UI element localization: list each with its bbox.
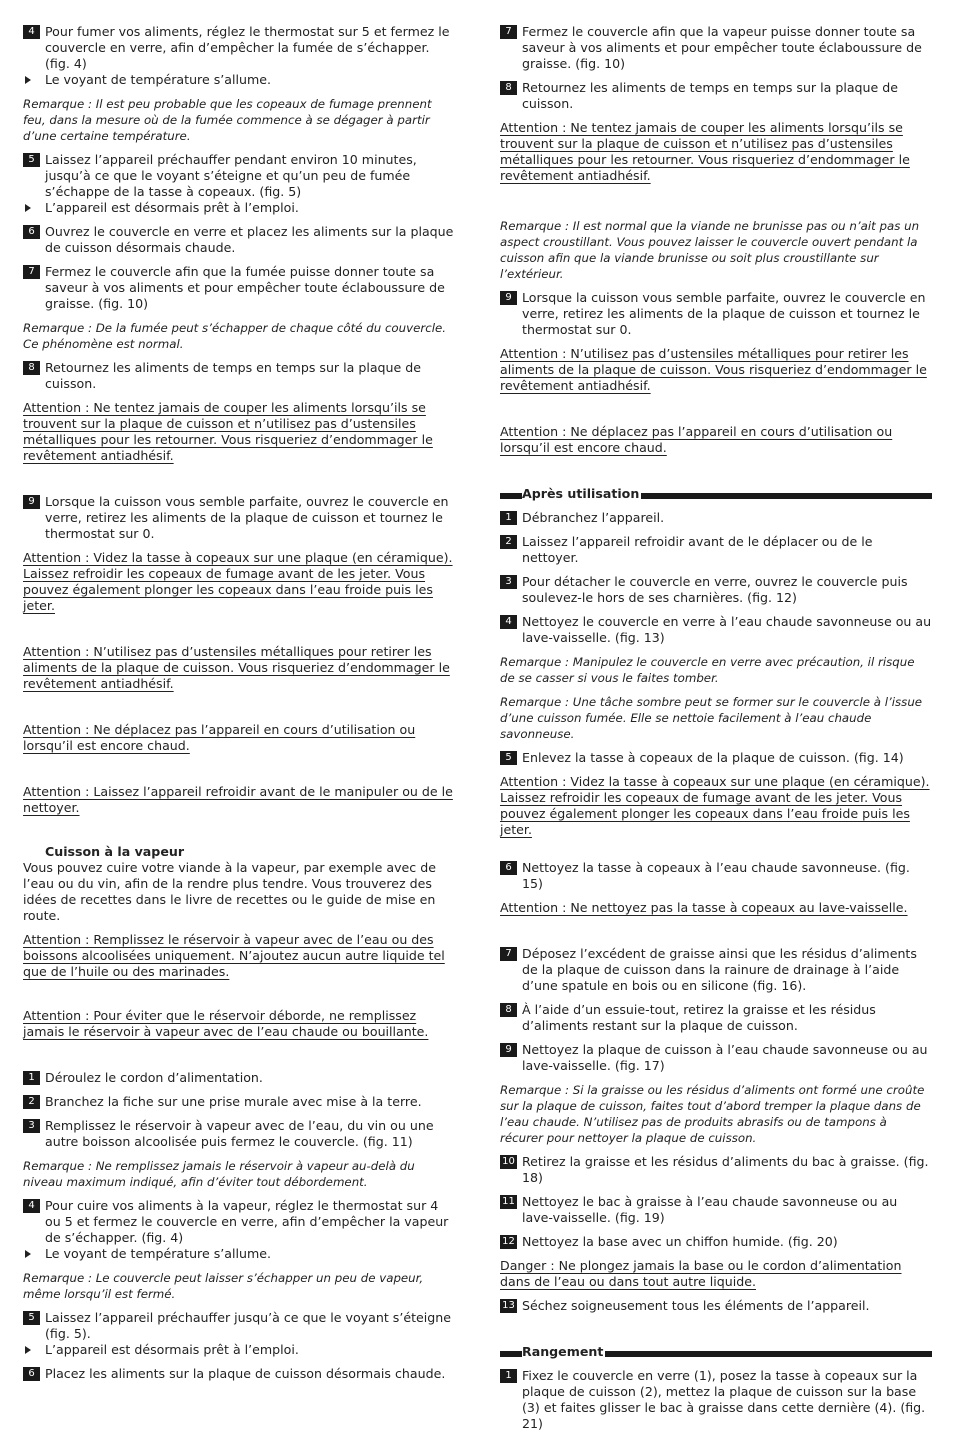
warning-notice: Danger : Ne plongez jamais la base ou le cordon d’alimentation dans de l’eau ou dans tout autre liquide.: [500, 1258, 902, 1289]
step-text: Retournez les aliments de temps en temps sur la plaque de cuisson.: [45, 360, 422, 391]
remark-note: Remarque : Ne remplissez jamais le réservoir à vapeur au-delà du niveau maximum indiqué, afin d’éviter tout débordement.: [23, 1159, 415, 1189]
step-item: [500, 1194, 932, 1226]
triangle-bullet-icon: [25, 76, 31, 84]
warning-notice: Attention : Videz la tasse à copeaux sur une plaque (en céramique). Laissez refroidir les copeaux de fumage avant de les jeter. Vous pouvez également plonger les copeaux dans l’eau froide puis les jeter.: [500, 774, 930, 837]
step-item: [500, 24, 932, 72]
step-text: À l’aide d’un essuie-tout, retirez la graisse et les résidus d’aliments restant sur la plaque de cuisson.: [522, 1002, 876, 1033]
bullet-text: L’appareil est désormais prêt à l’emploi.: [45, 200, 299, 215]
step-item: [500, 860, 932, 892]
result-bullet: [23, 1342, 455, 1358]
step-number: 7: [500, 947, 517, 961]
step-item: [500, 534, 932, 566]
step-number: 9: [23, 495, 40, 509]
section-title: Après utilisation: [522, 486, 640, 501]
step-text: Placez les aliments sur la plaque de cuisson désormais chaude.: [45, 1366, 446, 1381]
warning-notice: Attention : Remplissez le réservoir à vapeur avec de l’eau ou des boissons alcoolisées uniquement. N’ajoutez aucun autre liquide tel que de l’huile ou des marinades.: [23, 932, 445, 979]
step-number: 4: [23, 1199, 40, 1213]
step-item: [500, 1042, 932, 1074]
step-text: Déposez l’excédent de graisse ainsi que les résidus d’aliments de la plaque de cuisson dans la rainure de drainage à l’aide d’une spatule en bois ou en silicone (fig. 16).: [522, 946, 917, 993]
step-item: [500, 1002, 932, 1034]
step-item: [23, 1118, 455, 1150]
remark-note: Remarque : Il est peu probable que les copeaux de fumage prennent feu, dans la mesure où de la fumée commence à se dégager à partir d’une certaine température.: [23, 97, 432, 143]
step-number: 1: [500, 1369, 517, 1383]
step-number: 5: [500, 751, 517, 765]
step-item: [500, 290, 932, 338]
step-number: 4: [500, 615, 517, 629]
warning-notice: Attention : Pour éviter que le réservoir déborde, ne remplissez jamais le réservoir à vapeur avec de l’eau chaude ou bouillante.: [23, 1008, 429, 1039]
bullet-text: Le voyant de température s’allume.: [45, 1246, 271, 1261]
step-item: [500, 80, 932, 112]
step-number: 9: [500, 1043, 517, 1057]
step-number: 1: [23, 1071, 40, 1085]
step-number: 4: [23, 25, 40, 39]
step-text: Nettoyez la base avec un chiffon humide. (fig. 20): [522, 1234, 838, 1249]
step-number: 6: [23, 225, 40, 239]
step-number: 2: [500, 535, 517, 549]
step-text: Nettoyez la tasse à copeaux à l’eau chaude savonneuse. (fig. 15): [522, 860, 910, 891]
body-paragraph: Vous pouvez cuire votre viande à la vapeur, par exemple avec de l’eau ou du vin, afin de la rendre plus tendre. Vous trouverez des idées de recettes dans le livre de recettes ou le guide de mise en route.: [23, 860, 436, 923]
triangle-bullet-icon: [25, 1250, 31, 1258]
step-number: 10: [500, 1155, 517, 1169]
step-item: [500, 1234, 932, 1250]
warning-notice: Attention : Ne nettoyez pas la tasse à copeaux au lave-vaisselle.: [500, 900, 908, 915]
step-text: Retirez la graisse et les résidus d’aliments du bac à graisse. (fig. 18): [522, 1154, 929, 1185]
step-number: 8: [23, 361, 40, 375]
step-item: [23, 1070, 455, 1086]
step-text: Retournez les aliments de temps en temps sur la plaque de cuisson.: [522, 80, 899, 111]
step-text: Fixez le couvercle en verre (1), posez la tasse à copeaux sur la plaque de cuisson (2), mettez la plaque de cuisson sur la base (3) et faites glisser le bac à graisse dans cette dernière (4). (fig. 21): [522, 1368, 926, 1431]
warning-notice: Attention : Laissez l’appareil refroidir avant de le manipuler ou de le nettoyer.: [23, 784, 453, 815]
step-item: [23, 24, 455, 72]
step-item: [23, 1310, 455, 1342]
step-text: Fermez le couvercle afin que la vapeur puisse donner toute sa saveur à vos aliments et pour empêcher toute éclaboussure de graisse. (fig. 10): [522, 24, 922, 71]
step-text: Remplissez le réservoir à vapeur avec de l’eau, du vin ou une autre boisson alcoolisée puis fermez le couvercle. (fig. 11): [45, 1118, 434, 1149]
result-bullet: [23, 1246, 455, 1262]
step-item: [23, 152, 455, 200]
triangle-bullet-icon: [25, 1346, 31, 1354]
step-item: [500, 510, 932, 526]
step-item: [23, 1366, 455, 1382]
step-item: [23, 224, 455, 256]
step-text: Lorsque la cuisson vous semble parfaite, ouvrez le couvercle en verre, retirez les aliments de la plaque de cuisson et tournez le thermostat sur 0.: [522, 290, 926, 337]
step-text: Ouvrez le couvercle en verre et placez les aliments sur la plaque de cuisson désormais chaude.: [45, 224, 454, 255]
step-number: 13: [500, 1299, 517, 1313]
step-number: 8: [500, 81, 517, 95]
step-item: [23, 494, 455, 542]
remark-note: Remarque : Une tâche sombre peut se former sur le couvercle à l’issue d’une cuisson fumée. Elle se nettoie facilement à l’eau chaude savonneuse.: [500, 695, 923, 741]
step-text: Pour fumer vos aliments, réglez le thermostat sur 5 et fermez le couvercle en verre, afin d’empêcher la fumée de s’échapper. (fig. 4): [45, 24, 450, 71]
step-text: Laissez l’appareil préchauffer pendant environ 10 minutes, jusqu’à ce que le voyant s’éteigne et qu’un peu de fumée s’échappe de la tasse à copeaux. (fig. 5): [45, 152, 417, 199]
step-text: Séchez soigneusement tous les éléments de l’appareil.: [522, 1298, 870, 1313]
step-text: Lorsque la cuisson vous semble parfaite, ouvrez le couvercle en verre, retirez les aliments de la plaque de cuisson et tournez le thermostat sur 0.: [45, 494, 449, 541]
step-text: Débranchez l’appareil.: [522, 510, 665, 525]
warning-notice: Attention : N’utilisez pas d’ustensiles métalliques pour retirer les aliments de la plaque de cuisson. Vous risqueriez d’endommager le revêtement antiadhésif.: [23, 644, 450, 691]
step-item: [500, 614, 932, 646]
step-item: [23, 1198, 455, 1246]
remark-note: Remarque : De la fumée peut s’échapper de chaque côté du couvercle. Ce phénomène est normal.: [23, 321, 446, 351]
step-text: Nettoyez le couvercle en verre à l’eau chaude savonneuse ou au lave-vaisselle. (fig. 13): [522, 614, 932, 645]
step-text: Laissez l’appareil refroidir avant de le déplacer ou de le nettoyer.: [522, 534, 873, 565]
warning-notice: Attention : Ne déplacez pas l’appareil en cours d’utilisation ou lorsqu’il est encore chaud.: [23, 722, 416, 753]
step-item: [500, 750, 932, 766]
step-item: [500, 1154, 932, 1186]
step-text: Déroulez le cordon d’alimentation.: [45, 1070, 263, 1085]
warning-notice: Attention : Ne tentez jamais de couper les aliments lorsqu’ils se trouvent sur la plaque de cuisson et n’utilisez pas d’ustensiles métalliques pour les retourner. Vous risqueriez d’endommager le revêtement antiadhésif.: [500, 120, 910, 183]
step-item: [500, 1298, 932, 1314]
step-number: 5: [23, 153, 40, 167]
step-number: 9: [500, 291, 517, 305]
warning-notice: Attention : Videz la tasse à copeaux sur une plaque (en céramique). Laissez refroidir les copeaux de fumage avant de les jeter. Vous pouvez également plonger les copeaux dans l’eau froide puis les jeter.: [23, 550, 453, 613]
triangle-bullet-icon: [25, 204, 31, 212]
warning-notice: Attention : Ne déplacez pas l’appareil en cours d’utilisation ou lorsqu’il est encore chaud.: [500, 424, 893, 455]
remark-note: Remarque : Manipulez le couvercle en verre avec précaution, il risque de se casser si vous le faites tomber.: [500, 655, 915, 685]
step-item: [500, 946, 932, 994]
section-heading: [500, 1344, 932, 1360]
step-number: 5: [23, 1311, 40, 1325]
step-text: Nettoyez le bac à graisse à l’eau chaude savonneuse ou au lave-vaisselle. (fig. 19): [522, 1194, 898, 1225]
bullet-text: Le voyant de température s’allume.: [45, 72, 271, 87]
step-number: 11: [500, 1195, 517, 1209]
step-number: 7: [23, 265, 40, 279]
remark-note: Remarque : Il est normal que la viande ne brunisse pas ou n’ait pas un aspect croustillant. Vous pouvez laisser le couvercle ouvert pendant la cuisson afin que la viande brunisse ou soit plus croustillante sur l’extérieur.: [500, 219, 920, 281]
step-number: 3: [500, 575, 517, 589]
step-item: [23, 1094, 455, 1110]
right-column: [500, 24, 932, 1440]
step-number: 6: [23, 1367, 40, 1381]
step-item: [500, 1368, 932, 1432]
step-item: [500, 574, 932, 606]
step-text: Laissez l’appareil préchauffer jusqu’à ce que le voyant s’éteigne (fig. 5).: [45, 1310, 452, 1341]
left-column: [23, 24, 455, 1390]
step-item: [23, 360, 455, 392]
subsection-title: Cuisson à la vapeur: [45, 844, 185, 859]
step-number: 8: [500, 1003, 517, 1017]
remark-note: Remarque : Le couvercle peut laisser s’échapper un peu de vapeur, même lorsqu’il est fermé.: [23, 1271, 424, 1301]
warning-notice: Attention : Ne tentez jamais de couper les aliments lorsqu’ils se trouvent sur la plaque de cuisson et n’utilisez pas d’ustensiles métalliques pour les retourner. Vous risqueriez d’endommager le revêtement antiadhésif.: [23, 400, 433, 463]
step-number: 6: [500, 861, 517, 875]
step-text: Enlevez la tasse à copeaux de la plaque de cuisson. (fig. 14): [522, 750, 904, 765]
step-number: 3: [23, 1119, 40, 1133]
bullet-text: L’appareil est désormais prêt à l’emploi.: [45, 1342, 299, 1357]
step-text: Pour détacher le couvercle en verre, ouvrez le couvercle puis soulevez-le hors de ses charnières. (fig. 12): [522, 574, 908, 605]
step-text: Branchez la fiche sur une prise murale avec mise à la terre.: [45, 1094, 422, 1109]
result-bullet: [23, 72, 455, 88]
step-number: 7: [500, 25, 517, 39]
step-text: Pour cuire vos aliments à la vapeur, réglez le thermostat sur 4 ou 5 et fermez le couvercle en verre, afin d’empêcher la vapeur de s’échapper. (fig. 4): [45, 1198, 449, 1245]
step-text: Fermez le couvercle afin que la fumée puisse donner toute sa saveur à vos aliments et pour empêcher toute éclaboussure de graisse. (fig. 10): [45, 264, 445, 311]
step-number: 1: [500, 511, 517, 525]
result-bullet: [23, 200, 455, 216]
step-number: 2: [23, 1095, 40, 1109]
remark-note: Remarque : Si la graisse ou les résidus d’aliments ont formé une croûte sur la plaque de cuisson, faites tout d’abord tremper la plaque dans de l’eau chaude. N’utilisez pas de produits abrasifs ou de tampons à récurer pour nettoyer la plaque de cuisson.: [500, 1083, 925, 1145]
step-number: 12: [500, 1235, 517, 1249]
step-item: [23, 264, 455, 312]
section-heading: [500, 486, 932, 502]
warning-notice: Attention : N’utilisez pas d’ustensiles métalliques pour retirer les aliments de la plaque de cuisson. Vous risqueriez d’endommager le revêtement antiadhésif.: [500, 346, 927, 393]
section-title: Rangement: [522, 1344, 604, 1359]
step-text: Nettoyez la plaque de cuisson à l’eau chaude savonneuse ou au lave-vaisselle. (fig. 17): [522, 1042, 928, 1073]
